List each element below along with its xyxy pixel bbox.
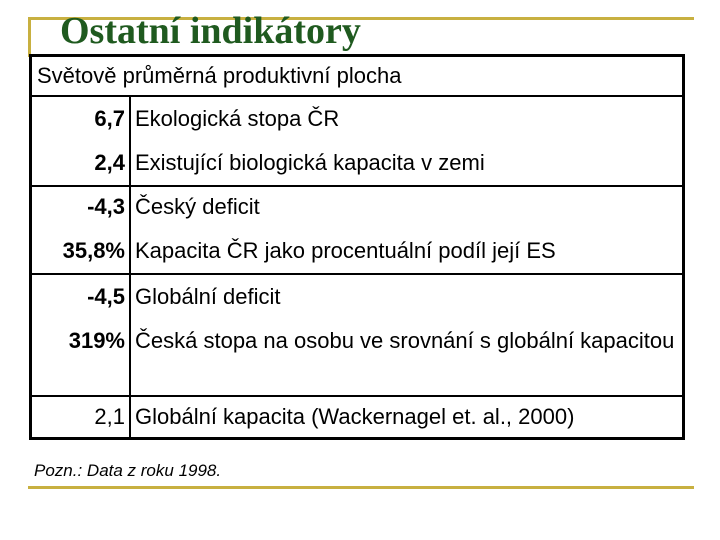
row-label: Globální kapacita (Wackernagel et. al., 2000): [135, 404, 575, 429]
decorative-bottom-line: [28, 486, 694, 489]
row-label: Kapacita ČR jako procentuální podíl její ES: [135, 238, 556, 263]
column-divider: [129, 97, 131, 440]
row-value: 6,7: [94, 106, 125, 131]
row-value: 2,1: [94, 404, 125, 429]
row-value: -4,3: [87, 194, 125, 219]
decorative-left-line: [28, 17, 31, 57]
row-label: Globální deficit: [135, 284, 281, 309]
footnote: Pozn.: Data z roku 1998.: [34, 461, 222, 480]
row-value: -4,5: [87, 284, 125, 309]
row-label: Česká stopa na osobu ve srovnání s globální kapacitou: [135, 328, 675, 353]
table-header: Světově průměrná produktivní plocha: [37, 63, 402, 88]
row-value: 2,4: [94, 150, 125, 175]
row-divider: [32, 395, 682, 397]
row-label: Existující biologická kapacita v zemi: [135, 150, 485, 175]
row-divider: [32, 273, 682, 275]
row-label: Ekologická stopa ČR: [135, 106, 340, 131]
row-value: 319%: [68, 328, 125, 353]
row-value: 35,8%: [62, 238, 125, 263]
row-label: Český deficit: [135, 194, 260, 219]
row-divider: [32, 185, 682, 187]
indicators-table: [29, 54, 685, 440]
slide-title: Ostatní indikátory: [60, 10, 361, 52]
